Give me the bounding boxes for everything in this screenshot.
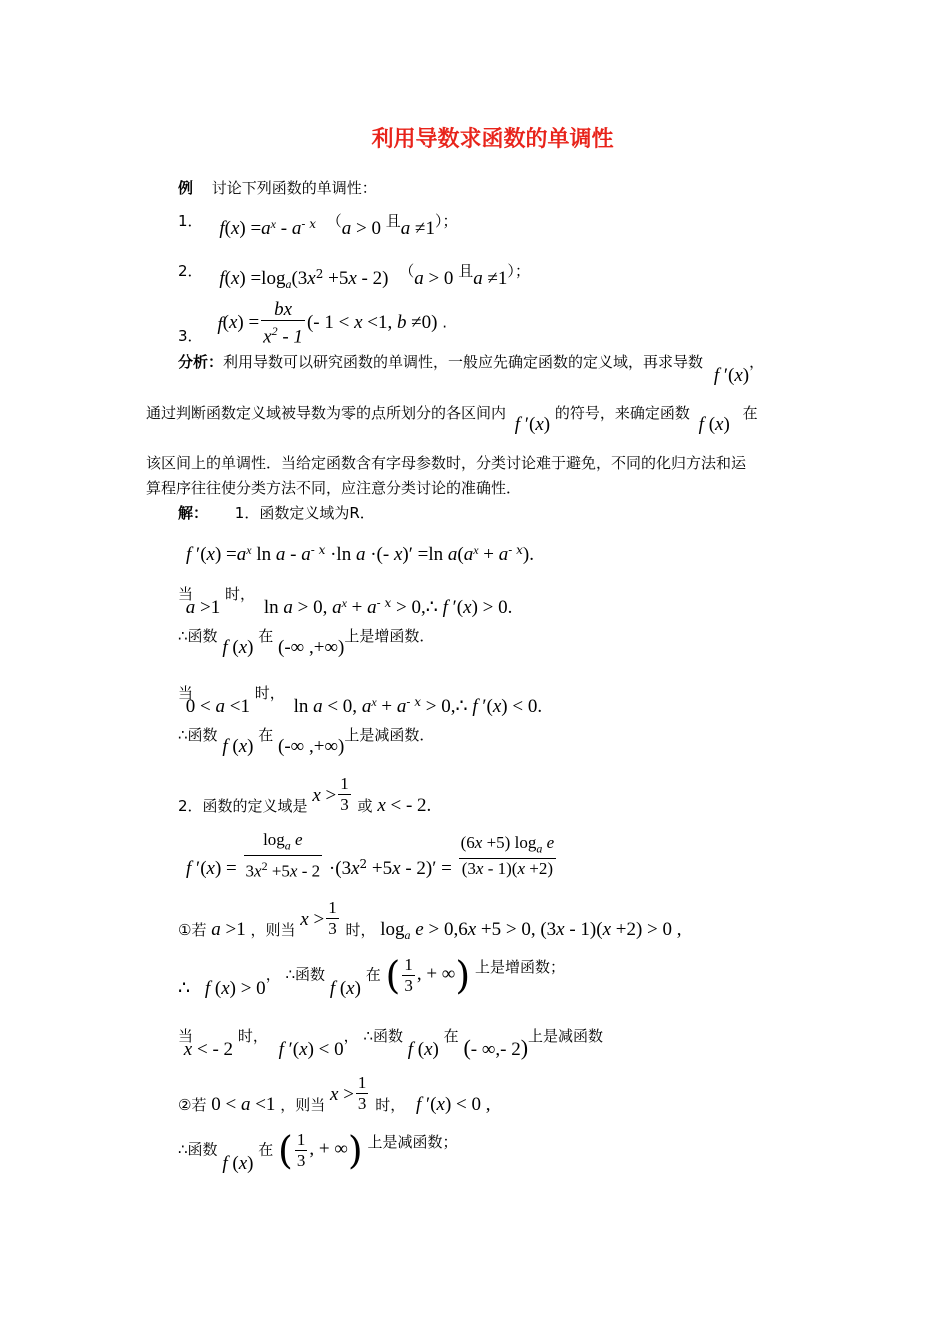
case-2-line: ②若 0 < a <1 ，则当 x > $\frac{1}{3}$ 时， f ′(x) < 0 ,: [178, 1073, 491, 1115]
analysis-text-2c: 在: [742, 404, 758, 422]
when-label-1: 当: [178, 585, 194, 603]
zai-3: 在: [365, 965, 381, 984]
increasing-text: 上是增函数．: [344, 627, 435, 645]
therefore-fn-2: ∴函数: [178, 726, 218, 744]
shi-label-5: 时，: [375, 1095, 406, 1114]
therefore-fn-1: ∴函数: [178, 627, 218, 645]
then-when-1: ，则当: [250, 920, 296, 939]
case-2-label: ②若: [178, 1095, 207, 1114]
analysis-line-2: 通过判断函数定义域被导数为零的点所划分的各区间内 f ′(x) 的符号，来确定函数 f (x) 在: [146, 404, 758, 435]
example-label: 例: [178, 179, 194, 197]
derivative-2: f ′(x) = $\frac{\log_a e}{3x^2 +5x - 2}$ $\cdot(3x^2 +5x - 2)'$ = $\frac{(6x +5) \log_a e}{(3x - 1)(x +2)}$: [186, 830, 555, 882]
case-1-dec-text: 上是减函数: [528, 1027, 604, 1045]
therefore-fn-3: ∴函数: [285, 965, 326, 984]
q3-end: .: [442, 313, 448, 332]
q2-end: ；: [514, 262, 530, 280]
question-3: [178, 300, 447, 347]
q2-number: 2．: [178, 262, 203, 280]
conclusion-decreasing: ∴函数 f (x) 在 (-∞ ,+∞)上是减函数．: [178, 726, 435, 757]
q2-and: 且: [458, 262, 474, 280]
case-1-second: 当 x < - 2 时， f ′(x) < 0， ∴函数 f (x) 在 (- ∞,- 2)上是减函数: [178, 1027, 604, 1060]
solution-line-1: [178, 503, 375, 523]
solution-1-domain: 1．函数定义域为R．: [234, 504, 375, 522]
case-1-conclusion: ∴ f (x) > 0， ∴函数 f (x) 在 ( $\frac{1}{3}$ , + ∞) 上是增函数；: [178, 953, 565, 999]
case-2-dec-text: 上是减函数；: [367, 1132, 458, 1151]
q1-end: ；: [442, 212, 458, 230]
solution-line-2: 2．函数的定义域是 x > $\frac{1}{3}$ 或 x < - 2.: [178, 774, 432, 816]
shi-label-4: 时，: [237, 1027, 268, 1045]
analysis-text-2b: 的符号，来确定函数: [554, 404, 690, 422]
zai-4: 在: [443, 1027, 459, 1045]
shi-label-3: 时，: [345, 920, 376, 939]
q3-number: 3．: [178, 326, 203, 345]
analysis-line-1: 分析：利用导数可以研究函数的单调性，一般应先确定函数的定义域，再求导数 f ′(x)，: [178, 353, 765, 386]
conclusion-increasing: ∴函数 f (x) 在 (-∞ ,+∞)上是增函数．: [178, 627, 435, 658]
q2-formula: $f(x) =\log_a(3x^2 +5x - 2)$: [219, 267, 389, 291]
solution-label: 解：: [178, 504, 209, 522]
solution-2-domain: 2．函数的定义域是: [178, 796, 308, 815]
question-2: 2． $f(x) =\log_a(3x^2 +5x - 2) (a > 0$ 且a ≠1）；: [178, 262, 530, 291]
case-1-line: ①若 a >1 ，则当 x > $\frac{1}{3}$ 时， $\log_a e > 0,6x +5 > 0$, (3x - 1)(x +2) > 0 ,: [178, 898, 682, 942]
decreasing-text: 上是减函数．: [344, 726, 435, 744]
q1-and: 且: [385, 212, 401, 230]
zai-2: 在: [258, 726, 274, 744]
case-1-inc-text: 上是增函数；: [474, 957, 565, 976]
analysis-line-4: 算程序往往使分类方法不同，应注意分类讨论的准确性．: [146, 479, 522, 497]
therefore-fn-5: ∴函数: [178, 1140, 218, 1159]
analysis-label: 分析：: [178, 353, 224, 371]
q3-formula: f(x) = $\frac{bx}{x^2 - 1}$ (- 1 < x <1, b ≠0): [217, 299, 438, 348]
example-text: 讨论下列函数的单调性：: [211, 179, 377, 197]
case-a-between: 当 0 < a <1 时， ln a < 0, $a^x + a^{- x}$ > 0,∴ f ′(x) < 0.: [178, 684, 543, 717]
zai-1: 在: [258, 627, 274, 645]
derivative-1: f $'(x) =a^x$ $\ln a - a^{- x} \cdot\ln$ a ·(- x)′ =ln $a(a^x + a^{- x})$.: [186, 543, 534, 565]
shi-label-2: 时，: [254, 684, 285, 702]
example-line: [178, 178, 377, 198]
analysis-text-2a: 通过判断函数定义域被导数为零的点所划分的各区间内: [146, 404, 507, 422]
or-label: 或: [357, 796, 373, 815]
q1-formula: $f(x) =a^x - a^{- x}$: [219, 217, 316, 239]
analysis-line-3: 该区间上的单调性．当给定函数含有字母参数时，分类讨论难于避免，不同的化归方法和运: [146, 454, 747, 472]
therefore-fn-4: ∴函数: [363, 1027, 403, 1045]
q1-number: 1．: [178, 212, 203, 230]
page-title: 利用导数求函数的单调性: [371, 127, 614, 152]
case-2-conclusion: ∴函数 f (x) 在 ( $\frac{1}{3}$ , + ∞) 上是减函数；: [178, 1128, 458, 1174]
then-when-2: ，则当: [280, 1095, 326, 1114]
when-label-3: 当: [178, 1027, 194, 1045]
case-1-label: ①若: [178, 920, 207, 939]
case-a-gt-1: 当 a >1 时， ln a > 0, $a^x + a^{- x}$ > 0,∴ f ′(x) > 0.: [178, 585, 513, 618]
analysis-text-1: 利用导数可以研究函数的单调性，一般应先确定函数的定义域，再求导数: [223, 353, 704, 371]
question-1: 1． $f(x) =a^x - a^{- x}$ （a > 0 且a ≠1）；: [178, 212, 458, 239]
shi-label-1: 时，: [225, 585, 256, 603]
zai-5: 在: [258, 1140, 274, 1159]
when-label-2: 当: [178, 684, 194, 702]
